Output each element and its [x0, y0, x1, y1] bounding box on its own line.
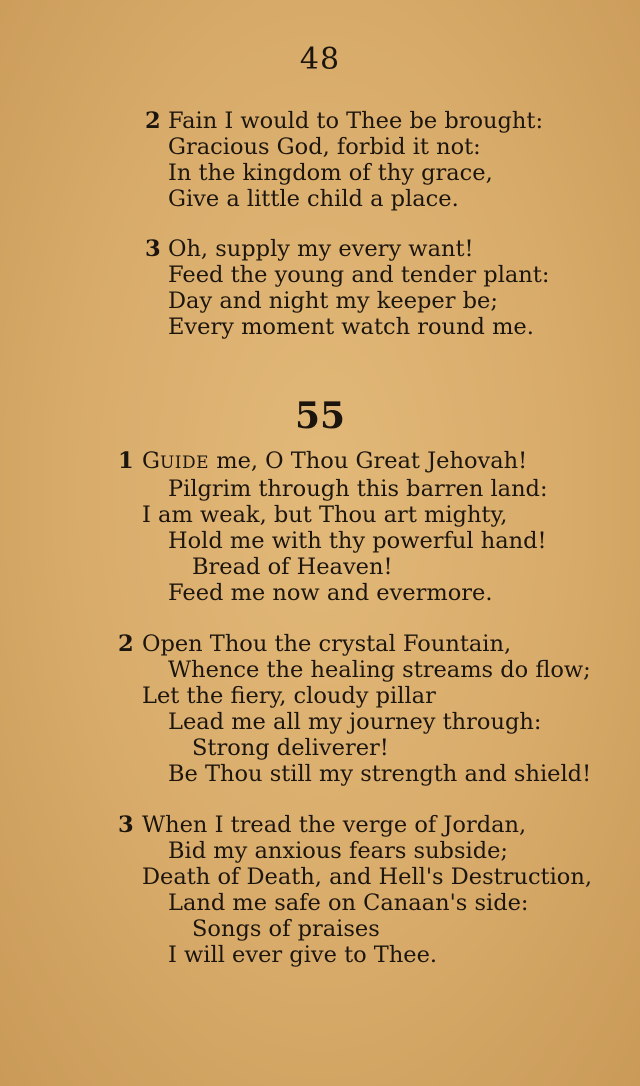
- stanza-line: I will ever give to Thee.: [168, 942, 438, 968]
- stanza-number: 2: [145, 108, 161, 134]
- stanza-line: [145, 236, 526, 262]
- stanza-number: 3: [145, 236, 161, 262]
- stanza-line: Death of Death, and Hell's Destruction,: [142, 864, 592, 890]
- stanza-line: Songs of praises: [192, 916, 380, 942]
- stanza-line: Give a little child a place.: [168, 186, 459, 212]
- stanza-line: [145, 108, 544, 134]
- stanza-line: I am weak, but Thou art mighty,: [142, 502, 508, 528]
- hymn-number: 55: [294, 395, 346, 437]
- stanza-line: In the kingdom of thy grace,: [168, 160, 493, 186]
- small-caps-word: UIDE: [159, 453, 210, 473]
- stanza-line: Day and night my keeper be;: [168, 288, 498, 314]
- line-remainder: me, O Thou Great Jehovah!: [209, 448, 528, 474]
- stanza-line: Bid my anxious fears subside;: [168, 838, 509, 864]
- stanza-line: [118, 631, 541, 657]
- stanza-line: Be Thou still my strength and shield!: [168, 761, 592, 787]
- stanza-line: Let the fiery, cloudy pillar: [142, 683, 436, 709]
- line-text: [142, 448, 527, 474]
- line-text: When I tread the verge of Jordan,: [142, 812, 527, 838]
- hymn-stanza-1: [118, 448, 548, 606]
- hymn-stanza-2: [118, 631, 592, 787]
- stanza-number: 1: [118, 448, 134, 474]
- stanza-line: Strong deliverer!: [192, 735, 389, 761]
- page-number: 48: [299, 42, 341, 77]
- previous-hymn-stanza-2: [145, 108, 544, 212]
- stanza-line: Hold me with thy powerful hand!: [168, 528, 547, 554]
- line-text: Open Thou the crystal Fountain,: [142, 631, 512, 657]
- stanza-line: Land me safe on Canaan's side:: [168, 890, 529, 916]
- stanza-line: Lead me all my journey through:: [168, 709, 542, 735]
- previous-hymn-stanza-3: [145, 236, 550, 340]
- stanza-line: [118, 812, 568, 838]
- line-text: Fain I would to Thee be brought:: [168, 108, 544, 134]
- stanza-line: Feed me now and evermore.: [168, 580, 493, 606]
- stanza-line: Whence the healing streams do flow;: [168, 657, 591, 683]
- stanza-line: Bread of Heaven!: [192, 554, 393, 580]
- line-text: Oh, supply my every want!: [168, 236, 474, 262]
- stanza-number: 3: [118, 812, 134, 838]
- stanza-line: Pilgrim through this barren land:: [168, 476, 548, 502]
- stanza-line: Every moment watch round me.: [168, 314, 534, 340]
- stanza-line: Gracious God, forbid it not:: [168, 134, 481, 160]
- stanza-number: 2: [118, 631, 134, 657]
- initial-letter: G: [142, 448, 160, 474]
- stanza-line: Feed the young and tender plant:: [168, 262, 550, 288]
- hymn-stanza-3: [118, 812, 592, 968]
- stanza-line: [118, 448, 528, 476]
